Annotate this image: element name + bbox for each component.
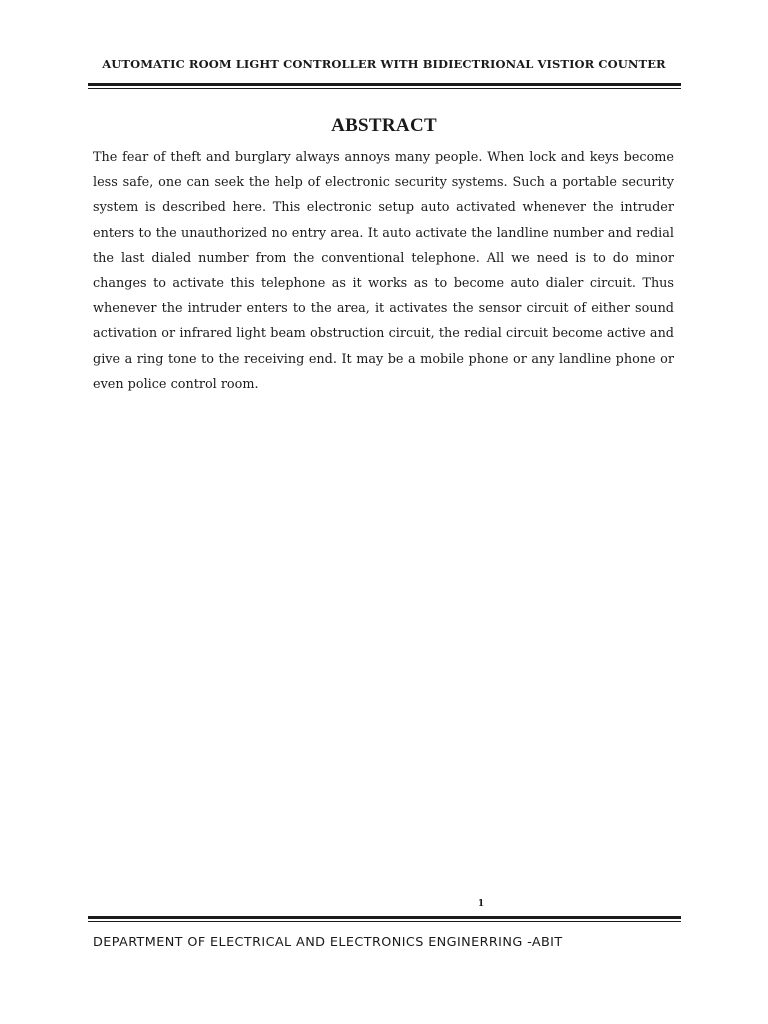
page-number: 1: [477, 899, 485, 909]
header-divider: [88, 83, 681, 89]
footer-department: DEPARTMENT OF ELECTRICAL AND ELECTRONICS ENGINERRING -ABIT: [93, 935, 563, 950]
abstract-heading: ABSTRACT: [331, 115, 437, 136]
abstract-paragraph: The fear of theft and burglary always annoys many people. When lock and keys become less safe, one can seek the help of electronic security systems. Such a portable security system is described here. This electronic setup auto activated whenever the intruder enters to the unauthorized no entry area. It auto activate the landline number and redial the last dialed number from the conventional telephone. All we need is to do minor changes to activate this telephone as it works as to become auto dialer circuit. Thus whenever the intruder enters to the area, it activates the sensor circuit of either sound activation or infrared light beam obstruction circuit, the redial circuit become active and give a ring tone to the receiving end. It may be a mobile phone or any landline phone or even police control room.: [93, 150, 674, 392]
footer-divider: [88, 916, 681, 922]
running-header-title: AUTOMATIC ROOM LIGHT CONTROLLER WITH BIDIECTRIONAL VISTIOR COUNTER: [102, 57, 666, 71]
